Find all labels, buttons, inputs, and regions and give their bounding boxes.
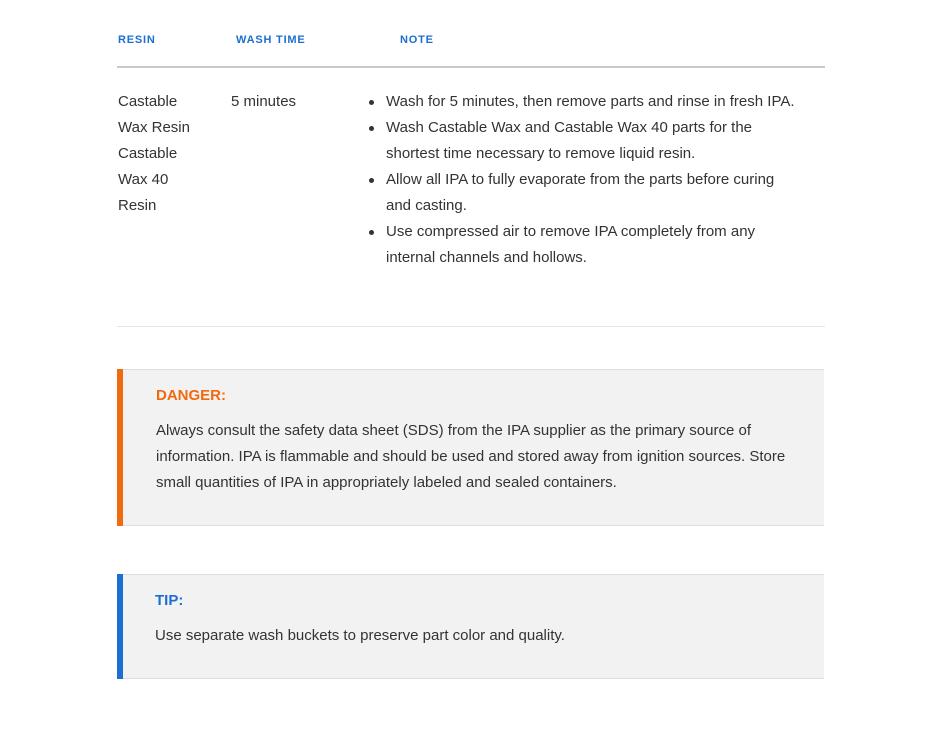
resin-name-line: Castable xyxy=(118,145,178,162)
table-header xyxy=(117,26,825,68)
tip-accent-bar xyxy=(117,574,123,679)
column-header-wash-time: WASH TIME xyxy=(236,34,306,46)
table-row xyxy=(117,68,825,327)
note-list-item: Use compressed air to remove IPA completely from any internal channels and hollows. xyxy=(369,219,799,271)
note-cell xyxy=(369,89,799,271)
resin-name-line: Wax Resin xyxy=(118,119,190,136)
resin-cell xyxy=(118,89,208,219)
note-list-item: Allow all IPA to fully evaporate from the parts before curing and casting. xyxy=(369,167,799,219)
danger-callout xyxy=(117,369,824,526)
column-header-resin: RESIN xyxy=(118,34,156,46)
wash-time-cell: 5 minutes xyxy=(231,93,297,110)
note-list-item: Wash for 5 minutes, then remove parts and rinse in fresh IPA. xyxy=(369,89,799,115)
resin-name-line: Castable xyxy=(118,93,178,110)
tip-title: TIP: xyxy=(155,592,184,609)
wash-time-table xyxy=(117,26,825,327)
note-list-item: Wash Castable Wax and Castable Wax 40 parts for the shortest time necessary to remove liquid resin. xyxy=(369,115,799,167)
resin-name-line: Resin xyxy=(118,197,157,214)
danger-body: Always consult the safety data sheet (SDS) from the IPA supplier as the primary source of information. IPA is flammable and should be used and stored away from ignition sources. Store small quantities of IPA in appropriately labeled and sealed containers. xyxy=(156,422,786,491)
tip-callout xyxy=(117,574,824,679)
danger-accent-bar xyxy=(117,369,123,526)
resin-name-line: Wax 40 xyxy=(118,171,169,188)
column-header-note: NOTE xyxy=(400,34,434,46)
note-list xyxy=(369,89,799,271)
tip-body: Use separate wash buckets to preserve part color and quality. xyxy=(155,627,565,644)
danger-title: DANGER: xyxy=(156,387,226,404)
